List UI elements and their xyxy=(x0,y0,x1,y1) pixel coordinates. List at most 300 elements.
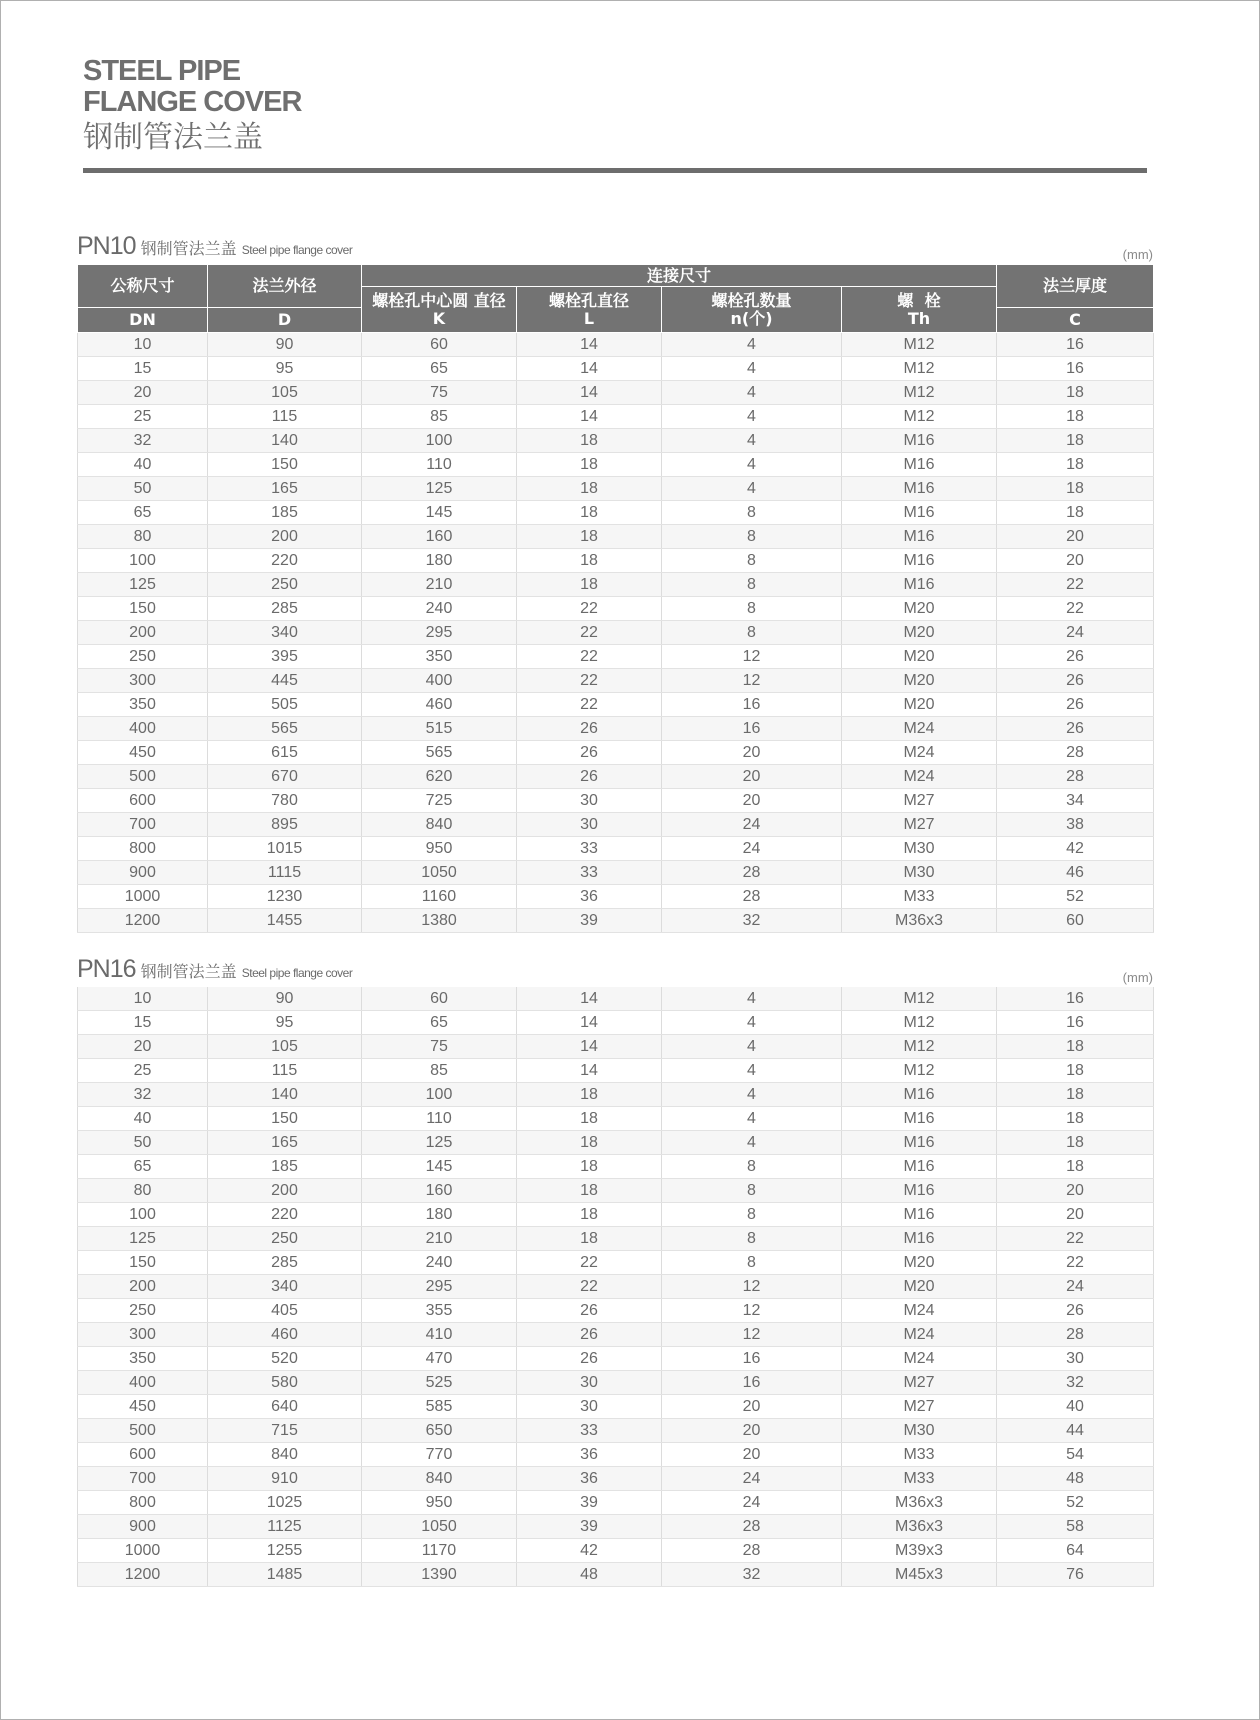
table-row xyxy=(78,987,1154,1011)
table-cell: 32 xyxy=(78,1083,208,1107)
table-cell: 585 xyxy=(362,1395,517,1419)
table-cell: 295 xyxy=(362,621,517,645)
table-cell: 26 xyxy=(517,1299,662,1323)
table-cell: 26 xyxy=(997,717,1154,741)
table-row xyxy=(78,621,1154,645)
table-cell: M12 xyxy=(842,357,997,381)
table-cell: 20 xyxy=(662,789,842,813)
table-cell: 140 xyxy=(208,429,362,453)
pn10-en-label: Steel pipe flange cover xyxy=(241,243,353,257)
table-cell: 22 xyxy=(517,693,662,717)
pn10-heading xyxy=(77,232,1153,262)
page-title xyxy=(83,56,301,158)
table-row xyxy=(78,1539,1154,1563)
table-cell: 285 xyxy=(208,1251,362,1275)
table-cell: 20 xyxy=(997,1203,1154,1227)
table-cell: 200 xyxy=(208,525,362,549)
table-cell: M24 xyxy=(842,1347,997,1371)
table-cell: 10 xyxy=(78,987,208,1011)
table-cell: 12 xyxy=(662,645,842,669)
table-cell: 1000 xyxy=(78,1539,208,1563)
header-k-sym: K xyxy=(432,308,446,328)
title-divider xyxy=(83,168,1147,173)
table-row xyxy=(78,1179,1154,1203)
table-cell: 715 xyxy=(208,1419,362,1443)
table-cell: 8 xyxy=(662,1203,842,1227)
table-cell: 18 xyxy=(517,453,662,477)
table-cell: 20 xyxy=(662,1419,842,1443)
table-cell: 38 xyxy=(997,813,1154,837)
table-cell: 8 xyxy=(662,1179,842,1203)
table-cell: 8 xyxy=(662,597,842,621)
table-cell: 26 xyxy=(517,1347,662,1371)
table-cell: 900 xyxy=(78,1515,208,1539)
table-row xyxy=(78,597,1154,621)
table-cell: 24 xyxy=(997,1275,1154,1299)
table-cell: 125 xyxy=(362,1131,517,1155)
table-cell: 250 xyxy=(208,1227,362,1251)
table-cell: 36 xyxy=(517,885,662,909)
table-cell: 16 xyxy=(997,987,1154,1011)
table-cell: M24 xyxy=(842,1323,997,1347)
table-cell: 22 xyxy=(997,597,1154,621)
table-cell: 16 xyxy=(997,333,1154,357)
table-cell: M30 xyxy=(842,837,997,861)
table-cell: 840 xyxy=(208,1443,362,1467)
table-cell: 4 xyxy=(662,1059,842,1083)
table-cell: 42 xyxy=(517,1539,662,1563)
table-cell: 150 xyxy=(208,1107,362,1131)
table-cell: 105 xyxy=(208,1035,362,1059)
header-c: C xyxy=(997,308,1154,333)
table-cell: 1455 xyxy=(208,909,362,933)
table-cell: 44 xyxy=(997,1419,1154,1443)
table-row xyxy=(78,1515,1154,1539)
table-cell: 1200 xyxy=(78,909,208,933)
table-cell: 18 xyxy=(997,1155,1154,1179)
table-cell: 18 xyxy=(517,573,662,597)
table-cell: M36x3 xyxy=(842,1515,997,1539)
table-cell: 18 xyxy=(997,1131,1154,1155)
table-cell: 15 xyxy=(78,1011,208,1035)
table-cell: 8 xyxy=(662,1155,842,1179)
table-row xyxy=(78,693,1154,717)
table-cell: 14 xyxy=(517,381,662,405)
table-cell: 60 xyxy=(362,987,517,1011)
table-cell: 18 xyxy=(997,477,1154,501)
table-row xyxy=(78,477,1154,501)
table-cell: M20 xyxy=(842,1275,997,1299)
table-cell: 22 xyxy=(997,573,1154,597)
table-cell: M16 xyxy=(842,1203,997,1227)
table-cell: 285 xyxy=(208,597,362,621)
table-cell: 18 xyxy=(517,1203,662,1227)
table-cell: 500 xyxy=(78,1419,208,1443)
table-row xyxy=(78,1107,1154,1131)
table-cell: 350 xyxy=(78,1347,208,1371)
table-row xyxy=(78,717,1154,741)
table-cell: 14 xyxy=(517,405,662,429)
table-cell: M36x3 xyxy=(842,909,997,933)
table-cell: 18 xyxy=(517,1155,662,1179)
table-cell: 20 xyxy=(78,1035,208,1059)
table-cell: 20 xyxy=(662,1395,842,1419)
pn10-table-body xyxy=(78,333,1154,933)
table-cell: 90 xyxy=(208,333,362,357)
header-th-sym: Th xyxy=(907,308,931,328)
table-cell: 4 xyxy=(662,1083,842,1107)
table-cell: 18 xyxy=(517,549,662,573)
table-row xyxy=(78,453,1154,477)
table-cell: 40 xyxy=(78,1107,208,1131)
table-row xyxy=(78,813,1154,837)
table-cell: 24 xyxy=(662,813,842,837)
title-cn: 钢制管法兰盖 xyxy=(83,120,263,155)
table-cell: 26 xyxy=(517,765,662,789)
table-cell: 200 xyxy=(78,1275,208,1299)
table-cell: M36x3 xyxy=(842,1491,997,1515)
table-cell: M12 xyxy=(842,1059,997,1083)
table-cell: 20 xyxy=(662,1443,842,1467)
table-cell: 24 xyxy=(662,837,842,861)
table-cell: 28 xyxy=(662,861,842,885)
table-cell: M33 xyxy=(842,1443,997,1467)
table-cell: 1255 xyxy=(208,1539,362,1563)
table-cell: 90 xyxy=(208,987,362,1011)
table-cell: 22 xyxy=(517,669,662,693)
table-cell: 8 xyxy=(662,1251,842,1275)
table-cell: 28 xyxy=(662,1515,842,1539)
table-cell: 18 xyxy=(997,429,1154,453)
table-cell: 14 xyxy=(517,357,662,381)
table-cell: 125 xyxy=(362,477,517,501)
table-cell: 65 xyxy=(78,1155,208,1179)
table-cell: 22 xyxy=(997,1227,1154,1251)
table-cell: 32 xyxy=(662,909,842,933)
table-cell: 28 xyxy=(662,885,842,909)
table-cell: 95 xyxy=(208,357,362,381)
header-th-cn: 螺 栓 xyxy=(897,290,941,310)
table-cell: 12 xyxy=(662,669,842,693)
table-cell: 620 xyxy=(362,765,517,789)
table-cell: 50 xyxy=(78,477,208,501)
header-d: D xyxy=(208,308,362,333)
table-cell: M20 xyxy=(842,669,997,693)
table-row xyxy=(78,429,1154,453)
table-cell: 24 xyxy=(662,1491,842,1515)
table-row xyxy=(78,1395,1154,1419)
table-cell: 1050 xyxy=(362,861,517,885)
table-cell: 95 xyxy=(208,1011,362,1035)
table-cell: 1160 xyxy=(362,885,517,909)
table-cell: 33 xyxy=(517,837,662,861)
table-cell: 400 xyxy=(78,717,208,741)
table-cell: 14 xyxy=(517,1035,662,1059)
table-cell: 180 xyxy=(362,549,517,573)
table-cell: 4 xyxy=(662,453,842,477)
table-cell: 18 xyxy=(997,1059,1154,1083)
table-cell: 39 xyxy=(517,1491,662,1515)
table-cell: 250 xyxy=(208,573,362,597)
table-cell: 295 xyxy=(362,1275,517,1299)
pn10-label: PN10 xyxy=(77,232,136,260)
table-cell: M16 xyxy=(842,1155,997,1179)
table-row xyxy=(78,525,1154,549)
table-cell: 565 xyxy=(208,717,362,741)
table-cell: 110 xyxy=(362,453,517,477)
table-cell: 20 xyxy=(662,741,842,765)
header-k-cn: 螺栓孔中心圆 直径 xyxy=(372,290,506,310)
table-cell: 8 xyxy=(662,549,842,573)
table-cell: 800 xyxy=(78,1491,208,1515)
table-cell: 18 xyxy=(517,1227,662,1251)
table-cell: M45x3 xyxy=(842,1563,997,1587)
header-n xyxy=(662,287,842,333)
table-cell: 340 xyxy=(208,621,362,645)
table-cell: 50 xyxy=(78,1131,208,1155)
table-cell: M27 xyxy=(842,789,997,813)
title-en-line1: STEEL PIPE xyxy=(83,55,241,87)
table-cell: 8 xyxy=(662,573,842,597)
table-cell: 18 xyxy=(517,501,662,525)
table-cell: 505 xyxy=(208,693,362,717)
pn10-cn-label: 钢制管法兰盖 xyxy=(140,239,237,258)
pn10-table xyxy=(77,264,1154,933)
table-row xyxy=(78,1491,1154,1515)
table-cell: 65 xyxy=(78,501,208,525)
table-cell: 115 xyxy=(208,405,362,429)
table-cell: 26 xyxy=(997,693,1154,717)
header-k xyxy=(362,287,517,333)
table-cell: 32 xyxy=(662,1563,842,1587)
table-row xyxy=(78,1155,1154,1179)
table-cell: 25 xyxy=(78,405,208,429)
table-cell: 220 xyxy=(208,549,362,573)
table-cell: 395 xyxy=(208,645,362,669)
table-cell: 700 xyxy=(78,1467,208,1491)
table-cell: 24 xyxy=(997,621,1154,645)
table-cell: 125 xyxy=(78,573,208,597)
table-cell: 1170 xyxy=(362,1539,517,1563)
table-cell: 14 xyxy=(517,333,662,357)
table-cell: 4 xyxy=(662,357,842,381)
table-cell: 22 xyxy=(517,645,662,669)
table-cell: 40 xyxy=(997,1395,1154,1419)
table-cell: 18 xyxy=(517,1107,662,1131)
table-cell: 30 xyxy=(517,1371,662,1395)
table-cell: M33 xyxy=(842,885,997,909)
table-cell: 22 xyxy=(517,621,662,645)
table-cell: M27 xyxy=(842,1371,997,1395)
table-row xyxy=(78,1011,1154,1035)
table-cell: 100 xyxy=(362,429,517,453)
table-cell: 64 xyxy=(997,1539,1154,1563)
table-cell: 780 xyxy=(208,789,362,813)
table-row xyxy=(78,669,1154,693)
table-row xyxy=(78,1035,1154,1059)
table-cell: 40 xyxy=(78,453,208,477)
pn16-en-label: Steel pipe flange cover xyxy=(241,966,353,980)
table-cell: 28 xyxy=(662,1539,842,1563)
table-cell: 160 xyxy=(362,525,517,549)
table-cell: M16 xyxy=(842,1131,997,1155)
table-row xyxy=(78,1563,1154,1587)
table-cell: 4 xyxy=(662,1107,842,1131)
table-row xyxy=(78,357,1154,381)
table-cell: 18 xyxy=(997,405,1154,429)
table-cell: M20 xyxy=(842,1251,997,1275)
table-cell: 85 xyxy=(362,405,517,429)
table-cell: 160 xyxy=(362,1179,517,1203)
header-outer: 法兰外径 xyxy=(208,265,362,308)
table-cell: 36 xyxy=(517,1443,662,1467)
table-cell: M12 xyxy=(842,1011,997,1035)
table-cell: 20 xyxy=(78,381,208,405)
table-cell: 20 xyxy=(662,765,842,789)
table-cell: 300 xyxy=(78,669,208,693)
table-row xyxy=(78,1347,1154,1371)
table-cell: M12 xyxy=(842,333,997,357)
table-cell: 4 xyxy=(662,429,842,453)
table-cell: 16 xyxy=(662,1371,842,1395)
table-cell: 28 xyxy=(997,765,1154,789)
table-cell: M24 xyxy=(842,765,997,789)
table-cell: M30 xyxy=(842,861,997,885)
table-cell: 4 xyxy=(662,1011,842,1035)
table-cell: 210 xyxy=(362,573,517,597)
table-cell: 250 xyxy=(78,1299,208,1323)
table-cell: 20 xyxy=(997,525,1154,549)
table-cell: 36 xyxy=(517,1467,662,1491)
table-cell: 4 xyxy=(662,1131,842,1155)
table-cell: 800 xyxy=(78,837,208,861)
table-cell: M24 xyxy=(842,741,997,765)
table-cell: 28 xyxy=(997,1323,1154,1347)
table-cell: 125 xyxy=(78,1227,208,1251)
table-cell: 52 xyxy=(997,885,1154,909)
table-cell: 26 xyxy=(997,669,1154,693)
table-cell: 165 xyxy=(208,1131,362,1155)
table-cell: 515 xyxy=(362,717,517,741)
table-cell: 75 xyxy=(362,381,517,405)
table-cell: 22 xyxy=(517,1275,662,1299)
table-cell: M27 xyxy=(842,813,997,837)
table-cell: M16 xyxy=(842,501,997,525)
table-cell: 565 xyxy=(362,741,517,765)
table-row xyxy=(78,789,1154,813)
table-cell: M16 xyxy=(842,1179,997,1203)
header-connection: 连接尺寸 xyxy=(362,265,997,287)
table-row xyxy=(78,1323,1154,1347)
table-cell: 80 xyxy=(78,525,208,549)
table-cell: 18 xyxy=(517,525,662,549)
table-cell: 22 xyxy=(517,1251,662,1275)
pn16-unit: (mm) xyxy=(1122,970,1153,985)
header-thickness: 法兰厚度 xyxy=(997,265,1154,308)
table-cell: 950 xyxy=(362,1491,517,1515)
table-cell: 895 xyxy=(208,813,362,837)
table-cell: 340 xyxy=(208,1275,362,1299)
table-cell: 650 xyxy=(362,1419,517,1443)
table-cell: 54 xyxy=(997,1443,1154,1467)
table-cell: 210 xyxy=(362,1227,517,1251)
table-cell: 16 xyxy=(997,357,1154,381)
table-cell: 20 xyxy=(997,1179,1154,1203)
table-cell: 600 xyxy=(78,789,208,813)
table-cell: 115 xyxy=(208,1059,362,1083)
table-cell: 85 xyxy=(362,1059,517,1083)
table-cell: 33 xyxy=(517,1419,662,1443)
header-l-cn: 螺栓孔直径 xyxy=(548,290,629,310)
table-cell: M20 xyxy=(842,645,997,669)
table-cell: 25 xyxy=(78,1059,208,1083)
table-row xyxy=(78,1083,1154,1107)
table-cell: 32 xyxy=(78,429,208,453)
table-cell: M16 xyxy=(842,1227,997,1251)
table-cell: 450 xyxy=(78,1395,208,1419)
table-cell: 26 xyxy=(517,1323,662,1347)
table-cell: 640 xyxy=(208,1395,362,1419)
table-cell: 840 xyxy=(362,813,517,837)
table-cell: 18 xyxy=(517,1083,662,1107)
table-cell: 250 xyxy=(78,645,208,669)
table-cell: 18 xyxy=(517,429,662,453)
table-cell: M16 xyxy=(842,453,997,477)
table-row xyxy=(78,501,1154,525)
table-cell: 18 xyxy=(517,1179,662,1203)
table-cell: M12 xyxy=(842,987,997,1011)
table-cell: 10 xyxy=(78,333,208,357)
table-cell: 12 xyxy=(662,1275,842,1299)
table-cell: 80 xyxy=(78,1179,208,1203)
table-cell: 46 xyxy=(997,861,1154,885)
table-cell: 1115 xyxy=(208,861,362,885)
table-cell: 18 xyxy=(517,1131,662,1155)
table-cell: 4 xyxy=(662,333,842,357)
table-cell: 8 xyxy=(662,501,842,525)
table-cell: 8 xyxy=(662,525,842,549)
table-cell: M16 xyxy=(842,1083,997,1107)
table-cell: 100 xyxy=(362,1083,517,1107)
table-cell: 12 xyxy=(662,1323,842,1347)
table-row xyxy=(78,573,1154,597)
table-cell: M20 xyxy=(842,693,997,717)
table-cell: 240 xyxy=(362,1251,517,1275)
table-cell: 65 xyxy=(362,1011,517,1035)
table-cell: 30 xyxy=(997,1347,1154,1371)
header-dn: DN xyxy=(78,308,208,333)
table-row xyxy=(78,1059,1154,1083)
table-cell: M33 xyxy=(842,1467,997,1491)
table-row xyxy=(78,765,1154,789)
table-cell: M39x3 xyxy=(842,1539,997,1563)
header-l-sym: L xyxy=(583,308,595,328)
table-cell: 42 xyxy=(997,837,1154,861)
table-cell: 4 xyxy=(662,405,842,429)
table-cell: 840 xyxy=(362,1467,517,1491)
table-cell: M27 xyxy=(842,1395,997,1419)
table-cell: 145 xyxy=(362,501,517,525)
table-cell: 39 xyxy=(517,1515,662,1539)
table-cell: 22 xyxy=(997,1251,1154,1275)
table-row xyxy=(78,645,1154,669)
table-cell: 1125 xyxy=(208,1515,362,1539)
table-row xyxy=(78,1203,1154,1227)
table-cell: 1390 xyxy=(362,1563,517,1587)
table-cell: 725 xyxy=(362,789,517,813)
table-cell: 400 xyxy=(78,1371,208,1395)
table-row xyxy=(78,1131,1154,1155)
